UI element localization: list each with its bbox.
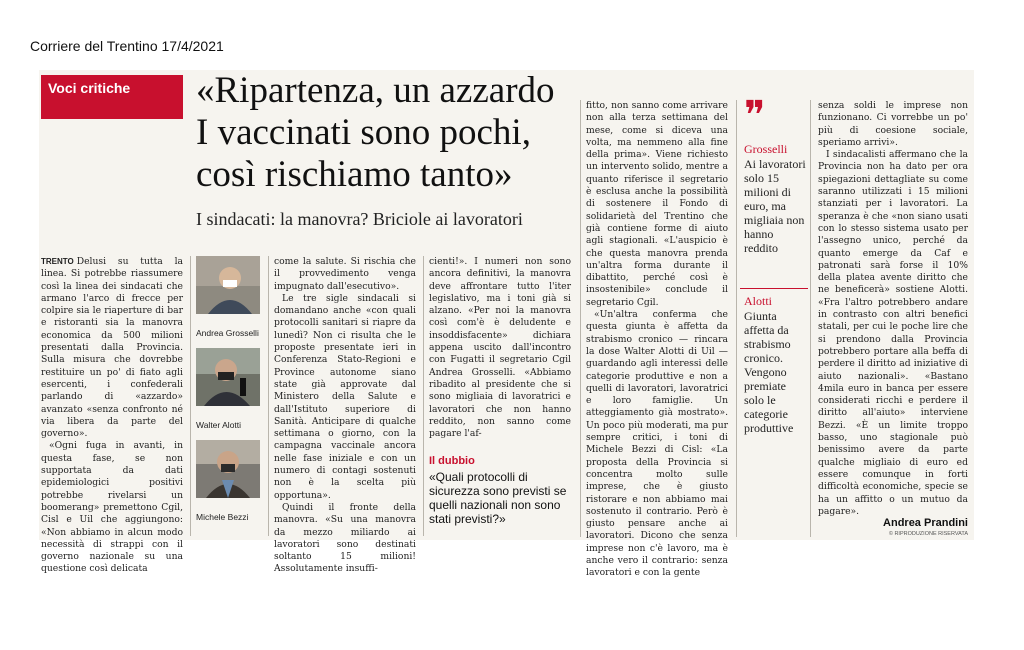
photo-bezzi xyxy=(196,440,260,522)
quote-mark-icon: ❞ xyxy=(744,93,766,139)
article-column-4 xyxy=(586,100,728,580)
headline-line: così rischiamo tanto» xyxy=(196,154,513,195)
headline-line: I vaccinati sono pochi, xyxy=(196,112,531,153)
subtitle: I sindacati: la manovra? Briciole ai lavoratori xyxy=(196,209,523,229)
headline-line: «Ripartenza, un azzardo xyxy=(196,70,555,111)
column-divider xyxy=(423,256,424,536)
copyright-note: © RIPRODUZIONE RISERVATA xyxy=(888,531,968,537)
photo-caption: Andrea Grosselli xyxy=(196,328,259,338)
quote-name: Grosselli xyxy=(744,142,788,156)
column-divider xyxy=(580,100,581,537)
quote-name: Alotti xyxy=(744,294,773,308)
quote-grosselli xyxy=(744,142,806,255)
photo-caption: Michele Bezzi xyxy=(196,512,249,522)
box-title: Il dubbio xyxy=(429,455,475,467)
dateline: TRENTO xyxy=(41,257,74,266)
source-label: Corriere del Trentino 17/4/2021 xyxy=(30,38,224,54)
quote-text: Ai lavoratori solo 15 milioni di euro, ma migliaia non hanno reddito xyxy=(744,157,806,255)
doubt-box xyxy=(429,455,573,537)
portrait-image xyxy=(196,348,260,406)
article-column-1 xyxy=(41,256,183,576)
column-divider xyxy=(810,100,811,537)
section-rubric: Voci critiche xyxy=(41,75,183,119)
byline-author: Andrea Prandini xyxy=(883,517,968,529)
quote-alotti xyxy=(744,294,806,435)
column-divider xyxy=(268,256,269,536)
article-paragraph: come la salute. Si rischia che il provvedimento venga impugnato dall'esecutivo». xyxy=(274,256,416,292)
headline xyxy=(196,70,581,196)
article-paragraph: «Un'altra conferma che questa giunta è affetta da strabismo cronico — rincara la dose Walter Alotti di Uil — guardando agli interessi delle categorie produttive e non a quelli di lavoratori, lavoratrici e loro famiglie. Un atteggiamento già mostrato». Un poco più moderati, ma pur sempre critici, i toni di Michele Bezzi di Cisl: «La proposta della Provincia si concentra molto sulle imprese, che è giusto ristorare e non abbiamo mai sostenuto il contrario. Però è giusto pensare anche ai lavoratori. Dicono che senza imprese non c'è lavoro, ma è anche vero il contrario: senza lavoratori e con la gente xyxy=(586,309,728,579)
quote-text: Giunta affetta da strabismo cronico. Vengono premiate solo le categorie produttive xyxy=(744,309,794,435)
article-paragraph: «Ogni fuga in avanti, in questa fase, se non supportata da dati epidemiologici positivi potrebbe rivelarsi un boomerang» premettono Cgil, Cisl e Uil che aggiungono: «Non abbiamo in alcun modo necessità di strappi con il governo nazionale su una questione così delicata xyxy=(41,440,183,575)
article-paragraph: senza soldi le imprese non funzionano. Ci vorrebbe un po' più di coesione sociale, speriamo arrivi». xyxy=(818,100,968,148)
article-column-6 xyxy=(818,100,968,518)
portrait-image xyxy=(196,256,260,314)
article-paragraph: Quindi il fronte della manovra. «Su una manovra da mezzo miliardo ai lavoratori sono destinati soltanto 15 milioni! Assolutamente insuffi- xyxy=(274,501,416,575)
article-paragraph: Le tre sigle sindacali si domandano anche «con quali protocolli sanitari si riapre da lunedì? Non ci risulta che le proposte presentate ieri in Conferenza Stato-Regioni e Province autonome siano state già approvate dal Ministero della Salute e dall'Istituto superiore di Sanità. Anticipare di qualche settimana o giorno, con la campagna vaccinale ancora nelle fase iniziale e con un numero di contagi sostenuti non è la scelta più opportuna». xyxy=(274,292,416,501)
box-text: «Quali protocolli di sicurezza sono previsti se quelli nazionali non sono stati previsti?» xyxy=(429,470,567,526)
article-paragraph: fitto, non sanno come arrivare non alla terza settimana del mese, come si diceva una volta, ma nemmeno alla fine della prima». Viene richiesto un intervento solido, mentre a quanto riferisce il segretario è esclusa anche la possibilità di sostenere il Fondo di solidarietà del Trentino che già contiene forme di aiuto agli stagionali. «L'auspicio è che questa manovra prenda un'altra forma durante il dibattito, perché così è insostenibile» conclude il segretario Cgil. xyxy=(586,100,728,308)
quote-divider xyxy=(740,288,808,289)
portrait-image xyxy=(196,440,260,498)
photo-caption: Walter Alotti xyxy=(196,420,242,430)
article-paragraph: cienti!». I numeri non sono ancora definitivi, la manovra deve affrontare tutto l'iter legislativo, ma i toni già si alzano. «Per noi la manovra così com'è è deludente e insoddisfacente» dichiara appena uscito dall'incontro con Fugatti il segretario Cgil Andrea Grosselli. «Abbiamo ribadito al presidente che si sono migliaia di lavoratrici e lavoratori che non hanno reddito, non sanno come pagare l'af- xyxy=(429,256,571,440)
column-divider xyxy=(190,256,191,536)
article-paragraph: I sindacalisti affermano che la Provincia non ha dato per ora spiegazioni dettagliate su come saranno utilizzati i 15 milioni stanziati per i lavoratori. La speranza è che «non siano usati con lo stesso sistema usato per l'assegno unico, perché da quanto emerge da Caf e patronati sarà forse il 10% della platea avente diritto che ne beneficerà» sostiene Alotti. «Fra l'altro potrebbero andare in contrasto con altri benefici statali, per cui le poche lire che si prendono dalla Provincia potrebbero portare alla beffa di perdere il diritto ad iniziative di aiuto nazionali». «Bastano 4mila euro in banca per essere considerati ricchi e perdere il diritto all'aiuto» interviene Bezzi. «È un limite troppo basso, uno stagionale può benissimo avere da parte qualche migliaio di euro ed essere comunque in forti difficoltà economiche, specie se ha un affitto o un mutuo da pagare». xyxy=(818,149,968,517)
article-column-2 xyxy=(274,256,416,576)
article-paragraph: TRENTO Delusi su tutta la linea. Si potrebbe riassumere così la linea dei sindacati che armano l'arco di frecce per colpire sia le riaperture di bar e ristoranti sia la manovra economica da 500 milioni presentati dalla Provincia. Sulla misura che dovrebbe restituire un po' di fiato agli esercenti, i confederali parlando di «azzardo» avanzato «senza confronto né via libera da parte del governo». xyxy=(41,256,183,440)
column-divider xyxy=(736,100,737,537)
article-column-3 xyxy=(429,256,571,440)
photo-alotti xyxy=(196,348,260,430)
photo-grosselli xyxy=(196,256,260,338)
